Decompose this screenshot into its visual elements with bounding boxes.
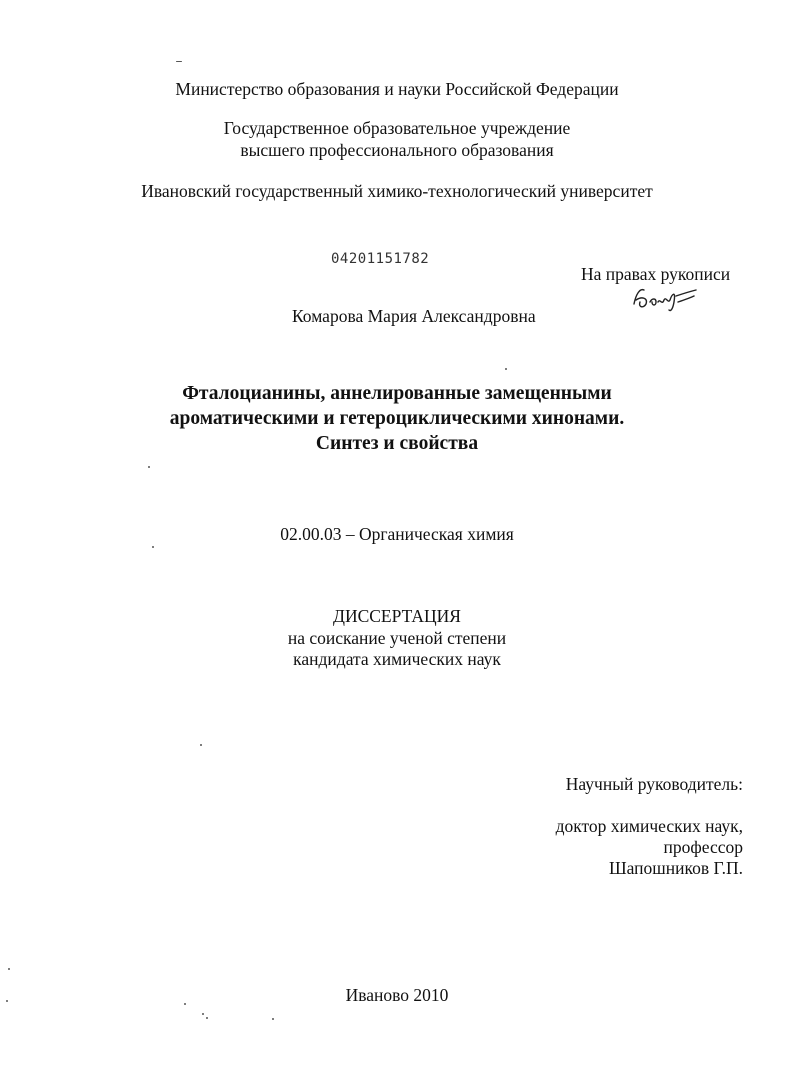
footer-city-year: Иваново 2010: [345, 985, 449, 1005]
scan-speck: [176, 61, 182, 62]
scan-speck: [200, 744, 202, 746]
signature-mark: [628, 280, 700, 314]
supervisor-degree: доктор химических наук,: [555, 816, 743, 836]
specialty-line: 02.00.03 – Органическая химия: [280, 524, 514, 544]
scan-speck: [202, 1013, 204, 1015]
scan-speck: [206, 1017, 208, 1019]
supervisor-rank: профессор: [663, 837, 743, 857]
manuscript-note: На правах рукописи: [581, 264, 731, 284]
scan-speck: [6, 1000, 8, 1002]
supervisor-name: Шапошников Г.П.: [608, 858, 743, 878]
title-line-1: Фталоцианины, аннелированные замещенными: [182, 383, 612, 404]
degree-heading: ДИССЕРТАЦИЯ: [333, 606, 461, 626]
institution-line-1: Государственное образовательное учреждение: [223, 118, 571, 138]
title-line-2: ароматическими и гетероциклическими хинонами.: [169, 408, 625, 429]
scan-speck: [152, 546, 154, 548]
scan-speck: [184, 1003, 186, 1005]
degree-line-1: на соискание ученой степени: [287, 628, 507, 648]
document-code: 04201151782: [331, 251, 430, 267]
degree-line-2: кандидата химических наук: [293, 649, 501, 669]
scan-speck: [505, 368, 507, 370]
scan-speck: [272, 1018, 274, 1020]
university-line: Ивановский государственный химико-технологический университет: [141, 181, 653, 201]
scan-speck: [148, 466, 150, 468]
scan-speck: [8, 968, 10, 970]
author-name: Комарова Мария Александровна: [292, 306, 536, 326]
ministry-line: Министерство образования и науки Российской Федерации: [175, 79, 619, 99]
supervisor-label: Научный руководитель:: [565, 774, 743, 794]
institution-line-2: высшего профессионального образования: [240, 140, 554, 160]
title-line-3: Синтез и свойства: [315, 433, 479, 454]
